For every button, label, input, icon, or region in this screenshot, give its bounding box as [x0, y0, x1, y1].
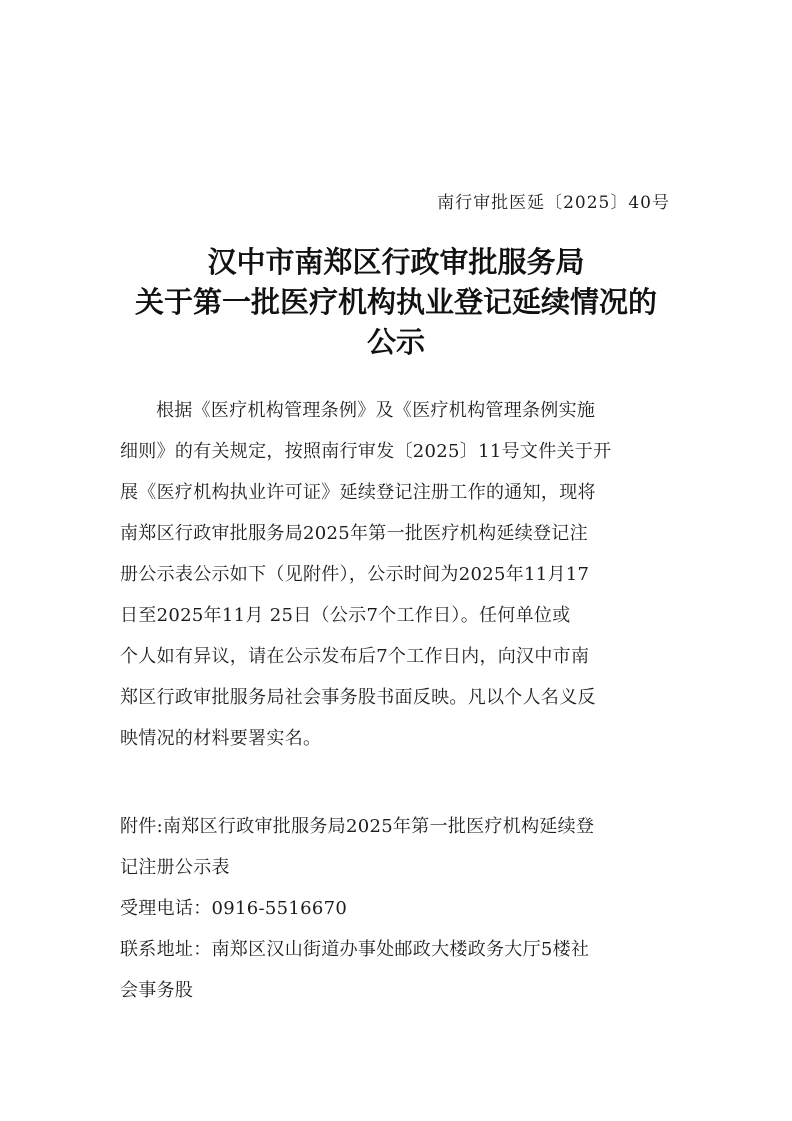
attachment-line: 记注册公示表	[120, 857, 230, 878]
body-line: 个人如有异议，请在公示发布后7个工作日内，向汉中市南	[120, 646, 590, 667]
document-number: 南行审批医延〔2025〕40号	[437, 193, 670, 213]
attachment-line: 附件:南郑区行政审批服务局2025年第一批医疗机构延续登	[120, 816, 595, 837]
title-line-3: 公示	[366, 325, 425, 359]
body-line: 册公示表公示如下（见附件），公示时间为2025年11月17	[120, 564, 590, 585]
body-line: 根据《医疗机构管理条例》及《医疗机构管理条例实施	[156, 400, 596, 421]
title-line-1: 汉中市南郑区行政审批服务局	[207, 245, 585, 279]
body-line: 细则》的有关规定，按照南行审发〔2025〕11号文件关于开	[120, 441, 612, 462]
body-line: 日至2025年11月 25日（公示7个工作日）。任何单位或	[120, 605, 571, 626]
document-title	[100, 242, 692, 362]
title-line-2: 关于第一批医疗机构执业登记延续情况的	[134, 285, 657, 319]
attachment-section	[120, 806, 672, 1011]
contact-phone: 受理电话：0916-5516670	[120, 898, 348, 919]
body-line: 映情况的材料要署实名。	[120, 728, 322, 749]
body-line: 展《医疗机构执业许可证》延续登记注册工作的通知，现将	[120, 482, 596, 503]
body-line: 郑区行政审批服务局社会事务股书面反映。凡以个人名义反	[120, 687, 596, 708]
body-paragraph	[120, 390, 672, 759]
contact-address-line: 会事务股	[120, 980, 194, 1001]
contact-address-line: 联系地址：南郑区汉山街道办事处邮政大楼政务大厅5楼社	[120, 939, 590, 960]
body-line: 南郑区行政审批服务局2025年第一批医疗机构延续登记注	[120, 523, 588, 544]
